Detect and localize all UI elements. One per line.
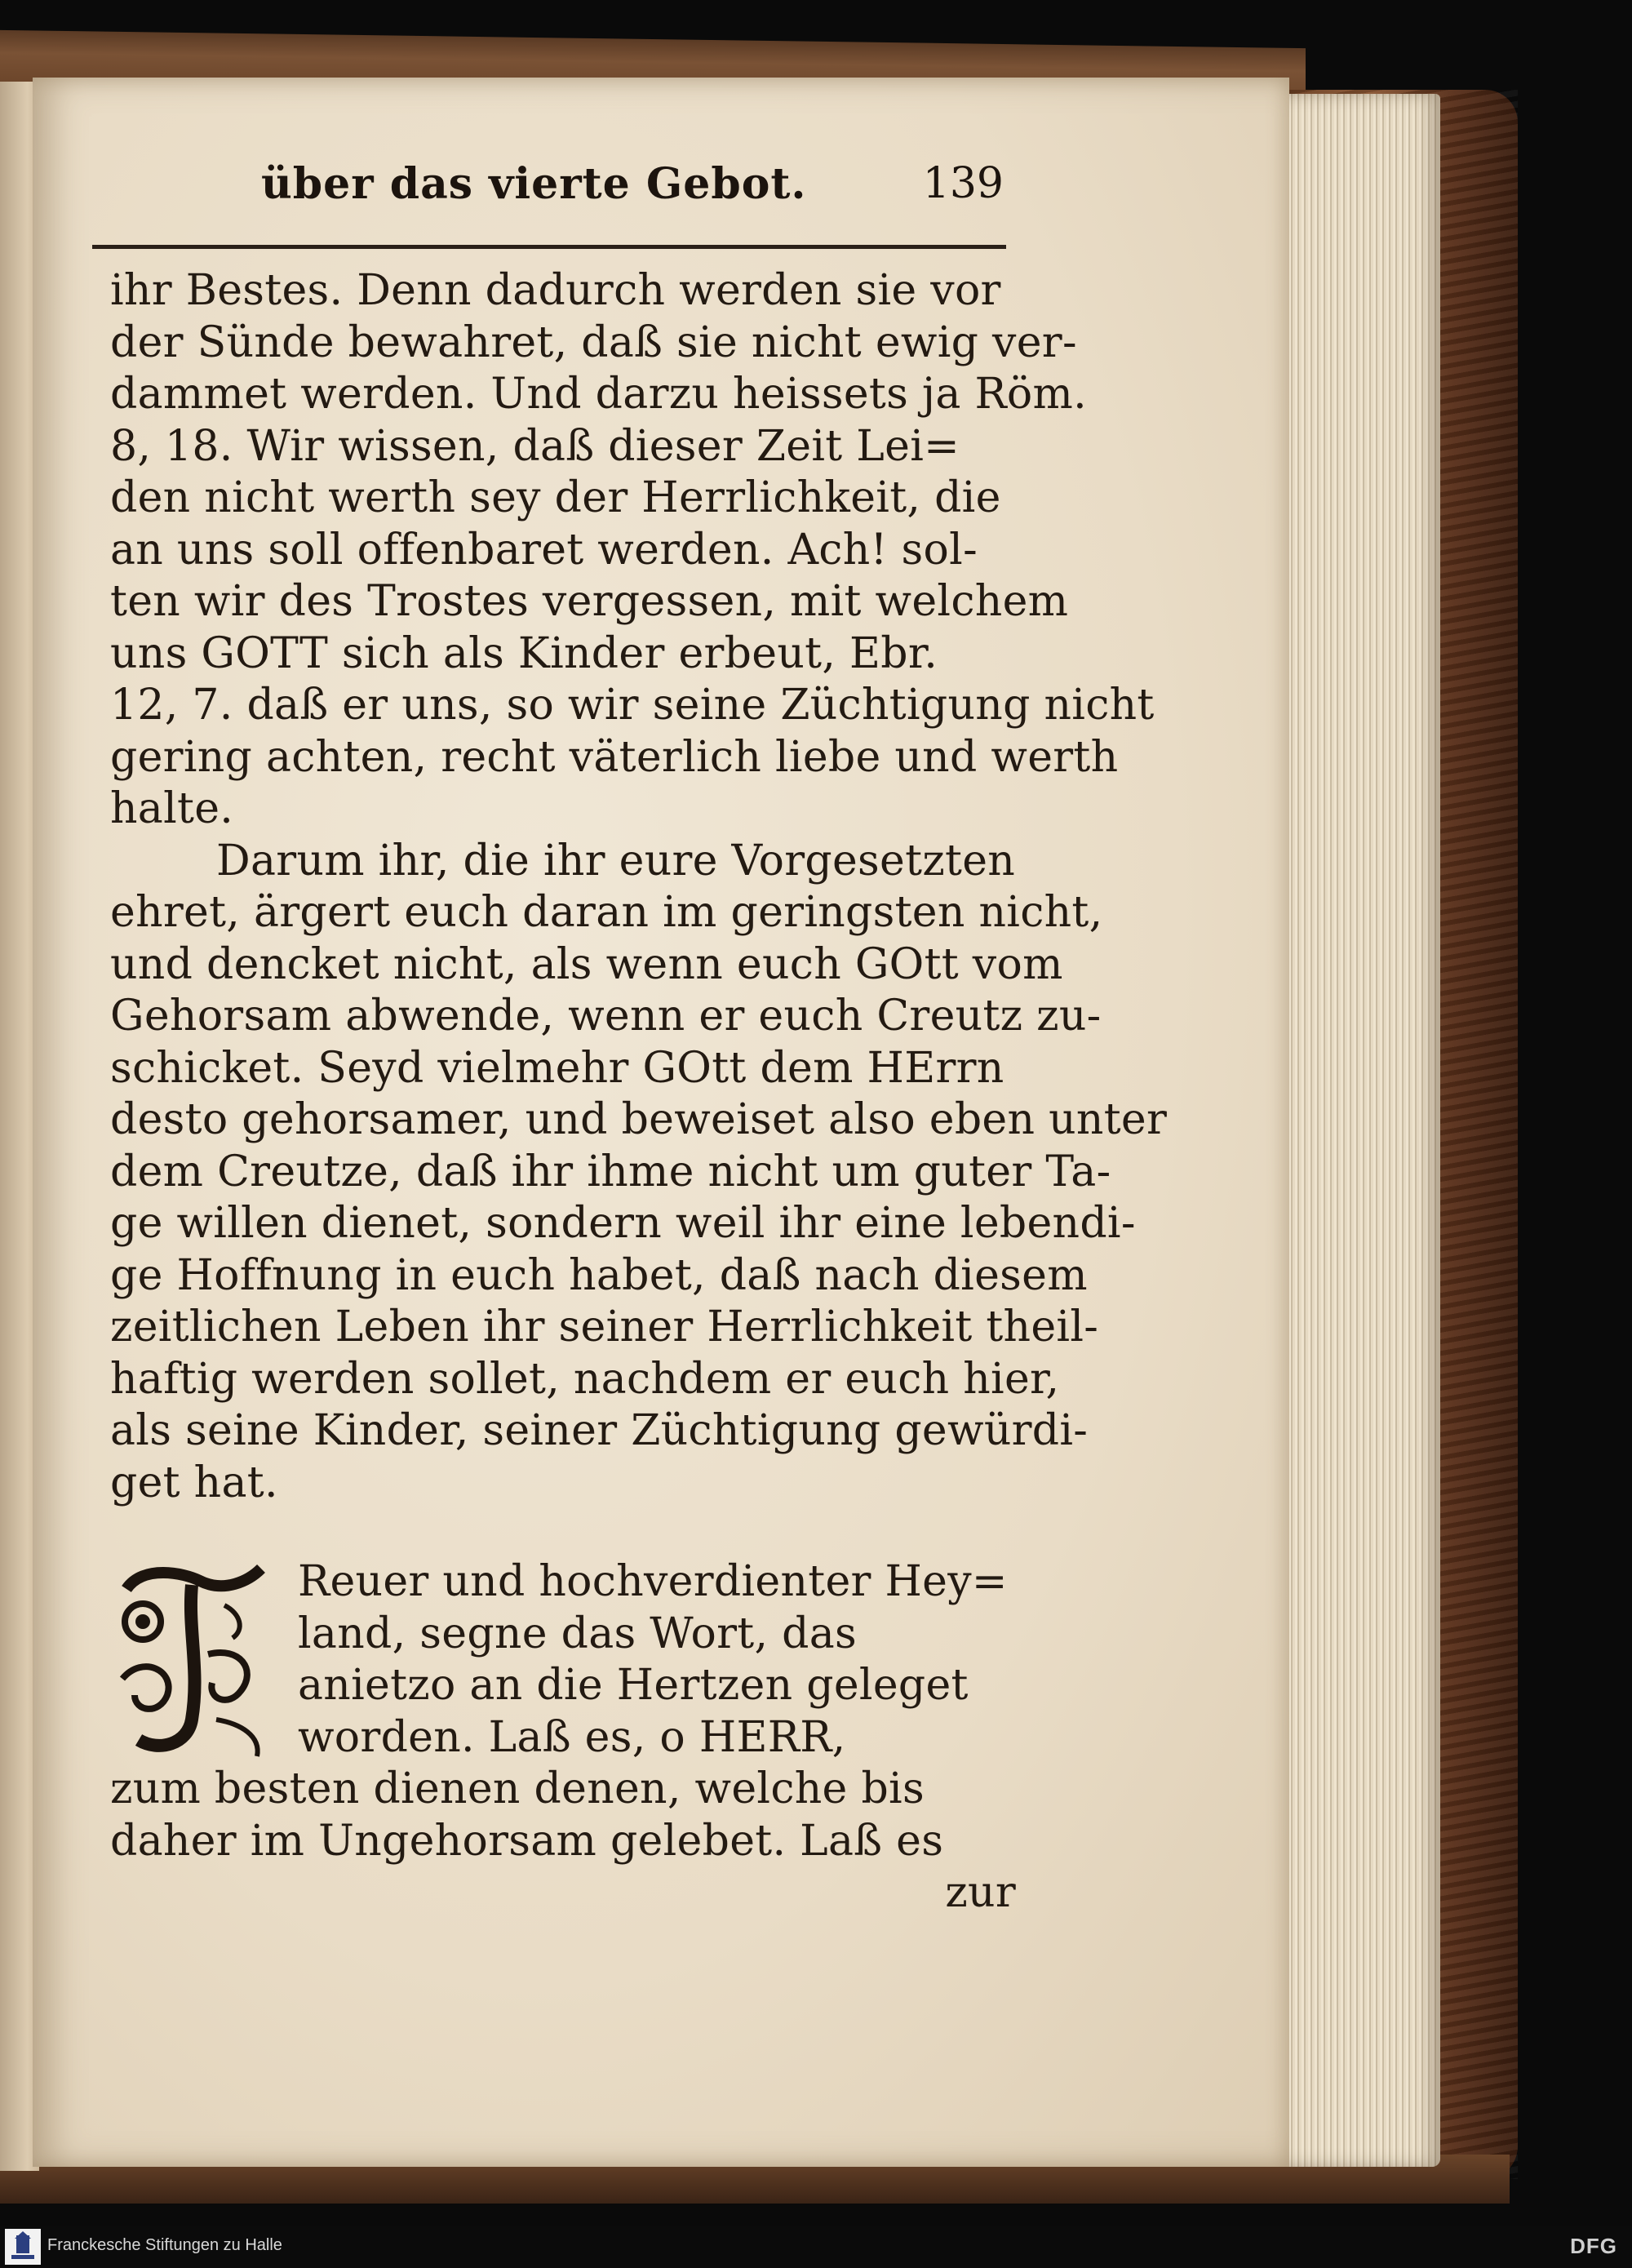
paragraph-2: [110, 836, 1168, 1510]
institution-name: Franckesche Stiftungen zu Halle: [47, 2236, 282, 2254]
text-line: get hat.: [110, 1458, 278, 1507]
text-line: dem Creutze, daß ihr ihme nicht um guter Ta-: [110, 1147, 1111, 1196]
text-line: Darum ihr, die ihr eure Vorgesetzten: [216, 836, 1016, 885]
text-line: daher im Ungehorsam gelebet. Laß es: [110, 1816, 944, 1866]
initial-letter: [110, 1556, 111, 1557]
text-line: an uns soll offenbaret werden. Ach! sol-: [110, 525, 978, 575]
text-line: ten wir des Trostes vergessen, mit welchem: [110, 577, 1069, 626]
text-line: anietzo an die Hertzen geleget: [298, 1661, 969, 1710]
header-rule: [92, 245, 1006, 249]
text-line: zum besten dienen denen, welche bis: [110, 1764, 925, 1813]
text-line: uns GOTT sich als Kinder erbeut, Ebr.: [110, 628, 938, 678]
text-line: der Sünde bewahret, daß sie nicht ewig ver-: [110, 317, 1077, 367]
paragraph-1: [110, 265, 1155, 836]
text-line: als seine Kinder, seiner Züchtigung gewürdi-: [110, 1406, 1089, 1455]
text-line: desto gehorsamer, und beweiset also eben unter: [110, 1095, 1168, 1144]
text-line: 8, 18. Wir wissen, daß dieser Zeit Lei=: [110, 421, 960, 471]
running-head: [261, 159, 1004, 233]
text-line: schicket. Seyd vielmehr GOtt dem HErrn: [110, 1043, 1004, 1093]
text-line: halte.: [110, 784, 234, 833]
decorated-initial-icon: [110, 1556, 273, 1760]
book-page: [33, 78, 1289, 2167]
body-text: [110, 265, 1168, 1920]
text-line: und dencket nicht, als wenn euch GOtt vom: [110, 939, 1063, 989]
text-line: ge Hoffnung in euch habet, daß nach diesem: [110, 1250, 1088, 1300]
running-head-title: über das vierte Gebot.: [261, 159, 807, 209]
text-line: ge willen dienet, sondern weil ihr eine lebendi-: [110, 1199, 1136, 1248]
text-line: den nicht werth sey der Herrlichkeit, die: [110, 473, 1001, 522]
text-line: haftig werden sollet, nachdem er euch hier,: [110, 1354, 1060, 1404]
text-line: Gehorsam abwende, wenn er euch Creutz zu-: [110, 992, 1102, 1041]
text-line: dammet werden. Und darzu heissets ja Röm.: [110, 370, 1087, 419]
text-line: gering achten, recht väterlich liebe und werth: [110, 732, 1119, 782]
dfg-logo: DFG: [1570, 2234, 1617, 2258]
page-number: 139: [922, 159, 1004, 208]
text-line: ihr Bestes. Denn dadurch werden sie vor: [110, 266, 1001, 315]
text-line: zeitlichen Leben ihr seiner Herrlichkeit theil-: [110, 1303, 1099, 1351]
text-line: ehret, ärgert euch daran im geringsten nicht,: [110, 888, 1103, 937]
text-line: worden. Laß es, o HERR,: [298, 1712, 846, 1762]
institution-logo-icon: [5, 2229, 41, 2265]
catchword: zur: [945, 1868, 1016, 1917]
text-line: 12, 7. daß er uns, so wir seine Züchtigung nicht: [110, 681, 1155, 730]
text-line: Reuer und hochverdienter Hey=: [298, 1557, 1008, 1606]
text-line: land, segne das Wort, das: [298, 1609, 858, 1658]
prayer-section: [110, 1556, 1024, 1920]
section-gap: [110, 1509, 1024, 1556]
